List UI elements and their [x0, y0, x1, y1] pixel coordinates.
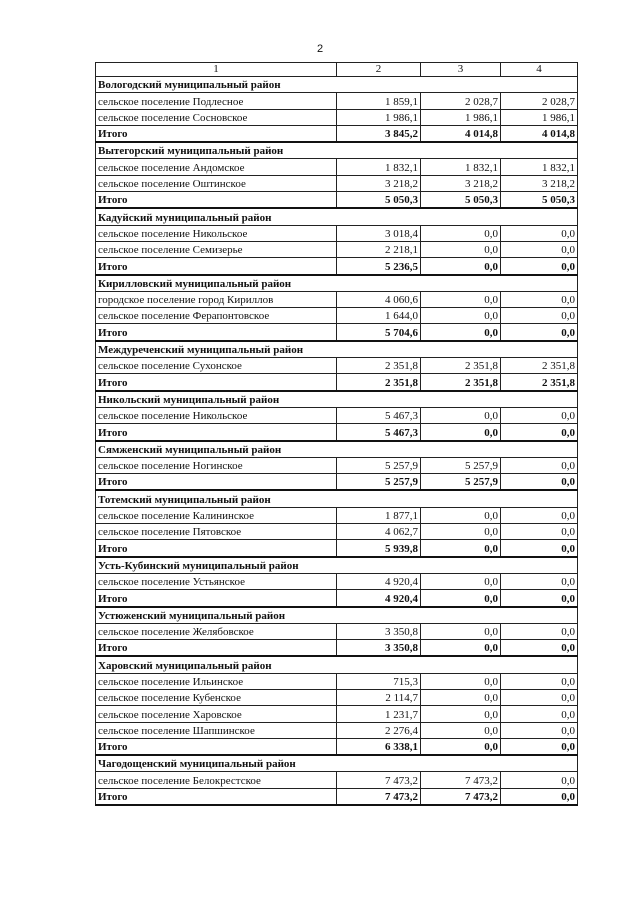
total-col-3: 0,0	[421, 258, 501, 275]
total-col-4: 0,0	[501, 474, 578, 491]
total-col-4: 5 050,3	[501, 192, 578, 209]
total-label: Итого	[96, 474, 337, 491]
value-col-2: 5 257,9	[337, 457, 421, 473]
total-col-4: 0,0	[501, 738, 578, 755]
total-col-3: 5 257,9	[421, 474, 501, 491]
value-col-4: 0,0	[501, 407, 578, 423]
settlement-name: сельское поселение Семизерье	[96, 241, 337, 257]
settlement-row	[96, 573, 578, 589]
total-label: Итого	[96, 590, 337, 607]
district-name: Вологодский муниципальный район	[96, 77, 578, 93]
settlement-row	[96, 241, 578, 257]
settlement-name: сельское поселение Подлесное	[96, 93, 337, 109]
settlement-row	[96, 291, 578, 307]
settlement-row	[96, 109, 578, 125]
settlement-row	[96, 93, 578, 109]
value-col-3: 1 832,1	[421, 159, 501, 175]
settlement-name: сельское поселение Пятовское	[96, 524, 337, 540]
value-col-3: 0,0	[421, 524, 501, 540]
settlement-row	[96, 407, 578, 423]
district-name: Никольский муниципальный район	[96, 391, 578, 408]
total-col-4: 0,0	[501, 540, 578, 557]
value-col-3: 0,0	[421, 673, 501, 689]
value-col-2: 7 473,2	[337, 772, 421, 788]
value-col-2: 3 218,2	[337, 175, 421, 191]
total-col-3: 0,0	[421, 590, 501, 607]
total-col-4: 4 014,8	[501, 125, 578, 142]
value-col-4: 0,0	[501, 524, 578, 540]
total-col-3: 7 473,2	[421, 788, 501, 805]
value-col-3: 0,0	[421, 308, 501, 324]
value-col-4: 2 028,7	[501, 93, 578, 109]
value-col-4: 1 986,1	[501, 109, 578, 125]
total-row	[96, 474, 578, 491]
settlement-row	[96, 457, 578, 473]
total-col-3: 0,0	[421, 738, 501, 755]
value-col-3: 2 351,8	[421, 358, 501, 374]
total-row	[96, 258, 578, 275]
table-body	[96, 63, 578, 806]
total-col-4: 0,0	[501, 788, 578, 805]
total-col-2: 4 920,4	[337, 590, 421, 607]
value-col-4: 0,0	[501, 772, 578, 788]
value-col-2: 3 018,4	[337, 225, 421, 241]
total-col-4: 0,0	[501, 258, 578, 275]
total-col-3: 2 351,8	[421, 374, 501, 391]
settlement-name: сельское поселение Кубенское	[96, 689, 337, 705]
total-col-3: 5 050,3	[421, 192, 501, 209]
value-col-2: 4 060,6	[337, 291, 421, 307]
total-row	[96, 788, 578, 805]
district-name: Вытегорский муниципальный район	[96, 142, 578, 159]
page-number: 2	[316, 43, 324, 55]
district-name: Междуреченский муниципальный район	[96, 341, 578, 358]
value-col-2: 4 062,7	[337, 524, 421, 540]
allocation-table	[95, 62, 578, 806]
value-col-4: 3 218,2	[501, 175, 578, 191]
settlement-row	[96, 175, 578, 191]
value-col-2: 4 920,4	[337, 573, 421, 589]
total-col-4: 0,0	[501, 590, 578, 607]
settlement-row	[96, 689, 578, 705]
value-col-3: 0,0	[421, 722, 501, 738]
total-col-2: 5 236,5	[337, 258, 421, 275]
total-row	[96, 125, 578, 142]
total-row	[96, 738, 578, 755]
value-col-2: 1 877,1	[337, 507, 421, 523]
value-col-4: 2 351,8	[501, 358, 578, 374]
value-col-4: 0,0	[501, 706, 578, 722]
district-name: Тотемский муниципальный район	[96, 490, 578, 507]
total-col-3: 0,0	[421, 540, 501, 557]
value-col-4: 0,0	[501, 673, 578, 689]
settlement-row	[96, 673, 578, 689]
settlement-name: сельское поселение Никольское	[96, 225, 337, 241]
district-heading-row	[96, 391, 578, 408]
settlement-name: сельское поселение Ферапонтовское	[96, 308, 337, 324]
total-col-3: 4 014,8	[421, 125, 501, 142]
value-col-3: 1 986,1	[421, 109, 501, 125]
settlement-name: сельское поселение Никольское	[96, 407, 337, 423]
total-label: Итого	[96, 738, 337, 755]
value-col-2: 1 859,1	[337, 93, 421, 109]
total-col-2: 3 845,2	[337, 125, 421, 142]
district-heading-row	[96, 275, 578, 292]
settlement-name: сельское поселение Сухонское	[96, 358, 337, 374]
total-row	[96, 424, 578, 441]
settlement-row	[96, 507, 578, 523]
value-col-2: 5 467,3	[337, 407, 421, 423]
total-col-2: 3 350,8	[337, 640, 421, 657]
total-col-3: 0,0	[421, 424, 501, 441]
column-number-4: 4	[501, 63, 578, 77]
total-col-4: 2 351,8	[501, 374, 578, 391]
district-heading-row	[96, 341, 578, 358]
column-number-1: 1	[96, 63, 337, 77]
value-col-4: 1 832,1	[501, 159, 578, 175]
total-label: Итого	[96, 374, 337, 391]
value-col-3: 0,0	[421, 507, 501, 523]
total-label: Итого	[96, 788, 337, 805]
value-col-4: 0,0	[501, 623, 578, 639]
total-label: Итого	[96, 324, 337, 341]
total-label: Итого	[96, 540, 337, 557]
total-col-2: 6 338,1	[337, 738, 421, 755]
settlement-row	[96, 772, 578, 788]
district-heading-row	[96, 557, 578, 574]
value-col-4: 0,0	[501, 308, 578, 324]
total-label: Итого	[96, 424, 337, 441]
column-number-row	[96, 63, 578, 77]
column-number-2: 2	[337, 63, 421, 77]
total-col-2: 5 050,3	[337, 192, 421, 209]
total-col-2: 5 704,6	[337, 324, 421, 341]
total-label: Итого	[96, 258, 337, 275]
total-col-4: 0,0	[501, 324, 578, 341]
district-name: Чагодощенский муниципальный район	[96, 755, 578, 772]
total-col-3: 0,0	[421, 324, 501, 341]
settlement-name: сельское поселение Харовское	[96, 706, 337, 722]
value-col-4: 0,0	[501, 225, 578, 241]
value-col-3: 0,0	[421, 407, 501, 423]
district-heading-row	[96, 77, 578, 93]
total-label: Итого	[96, 640, 337, 657]
district-heading-row	[96, 208, 578, 225]
value-col-2: 3 350,8	[337, 623, 421, 639]
value-col-3: 3 218,2	[421, 175, 501, 191]
total-label: Итого	[96, 192, 337, 209]
total-row	[96, 324, 578, 341]
value-col-3: 5 257,9	[421, 457, 501, 473]
settlement-name: сельское поселение Калининское	[96, 507, 337, 523]
settlement-row	[96, 225, 578, 241]
total-col-3: 0,0	[421, 640, 501, 657]
district-name: Сямженский муниципальный район	[96, 441, 578, 458]
district-heading-row	[96, 441, 578, 458]
value-col-2: 1 231,7	[337, 706, 421, 722]
value-col-3: 0,0	[421, 225, 501, 241]
value-col-4: 0,0	[501, 573, 578, 589]
value-col-4: 0,0	[501, 241, 578, 257]
total-row	[96, 192, 578, 209]
value-col-3: 7 473,2	[421, 772, 501, 788]
value-col-4: 0,0	[501, 689, 578, 705]
settlement-row	[96, 706, 578, 722]
settlement-name: сельское поселение Ногинское	[96, 457, 337, 473]
district-name: Кадуйский муниципальный район	[96, 208, 578, 225]
district-heading-row	[96, 755, 578, 772]
settlement-name: сельское поселение Желябовское	[96, 623, 337, 639]
district-heading-row	[96, 607, 578, 624]
value-col-3: 0,0	[421, 241, 501, 257]
settlement-row	[96, 623, 578, 639]
settlement-name: сельское поселение Андомское	[96, 159, 337, 175]
total-col-2: 2 351,8	[337, 374, 421, 391]
settlement-row	[96, 722, 578, 738]
value-col-3: 2 028,7	[421, 93, 501, 109]
settlement-name: городское поселение город Кириллов	[96, 291, 337, 307]
value-col-3: 0,0	[421, 623, 501, 639]
total-row	[96, 374, 578, 391]
total-label: Итого	[96, 125, 337, 142]
settlement-name: сельское поселение Сосновское	[96, 109, 337, 125]
settlement-name: сельское поселение Устьянское	[96, 573, 337, 589]
total-row	[96, 540, 578, 557]
value-col-2: 2 114,7	[337, 689, 421, 705]
settlement-row	[96, 159, 578, 175]
value-col-2: 715,3	[337, 673, 421, 689]
settlement-name: сельское поселение Оштинское	[96, 175, 337, 191]
total-row	[96, 640, 578, 657]
settlement-name: сельское поселение Ильинское	[96, 673, 337, 689]
total-row	[96, 590, 578, 607]
total-col-4: 0,0	[501, 640, 578, 657]
value-col-4: 0,0	[501, 291, 578, 307]
value-col-3: 0,0	[421, 689, 501, 705]
total-col-2: 5 939,8	[337, 540, 421, 557]
value-col-2: 1 644,0	[337, 308, 421, 324]
total-col-2: 5 257,9	[337, 474, 421, 491]
settlement-name: сельское поселение Шапшинское	[96, 722, 337, 738]
value-col-4: 0,0	[501, 507, 578, 523]
settlement-row	[96, 358, 578, 374]
value-col-3: 0,0	[421, 573, 501, 589]
total-col-4: 0,0	[501, 424, 578, 441]
district-heading-row	[96, 490, 578, 507]
settlement-row	[96, 524, 578, 540]
district-heading-row	[96, 656, 578, 673]
value-col-3: 0,0	[421, 291, 501, 307]
value-col-2: 1 832,1	[337, 159, 421, 175]
district-name: Харовский муниципальный район	[96, 656, 578, 673]
value-col-2: 2 218,1	[337, 241, 421, 257]
value-col-4: 0,0	[501, 722, 578, 738]
value-col-3: 0,0	[421, 706, 501, 722]
value-col-2: 2 276,4	[337, 722, 421, 738]
value-col-2: 1 986,1	[337, 109, 421, 125]
total-col-2: 5 467,3	[337, 424, 421, 441]
column-number-3: 3	[421, 63, 501, 77]
district-name: Устюженский муниципальный район	[96, 607, 578, 624]
district-name: Усть-Кубинский муниципальный район	[96, 557, 578, 574]
total-col-2: 7 473,2	[337, 788, 421, 805]
district-heading-row	[96, 142, 578, 159]
value-col-2: 2 351,8	[337, 358, 421, 374]
district-name: Кирилловский муниципальный район	[96, 275, 578, 292]
settlement-name: сельское поселение Белокрестское	[96, 772, 337, 788]
settlement-row	[96, 308, 578, 324]
value-col-4: 0,0	[501, 457, 578, 473]
